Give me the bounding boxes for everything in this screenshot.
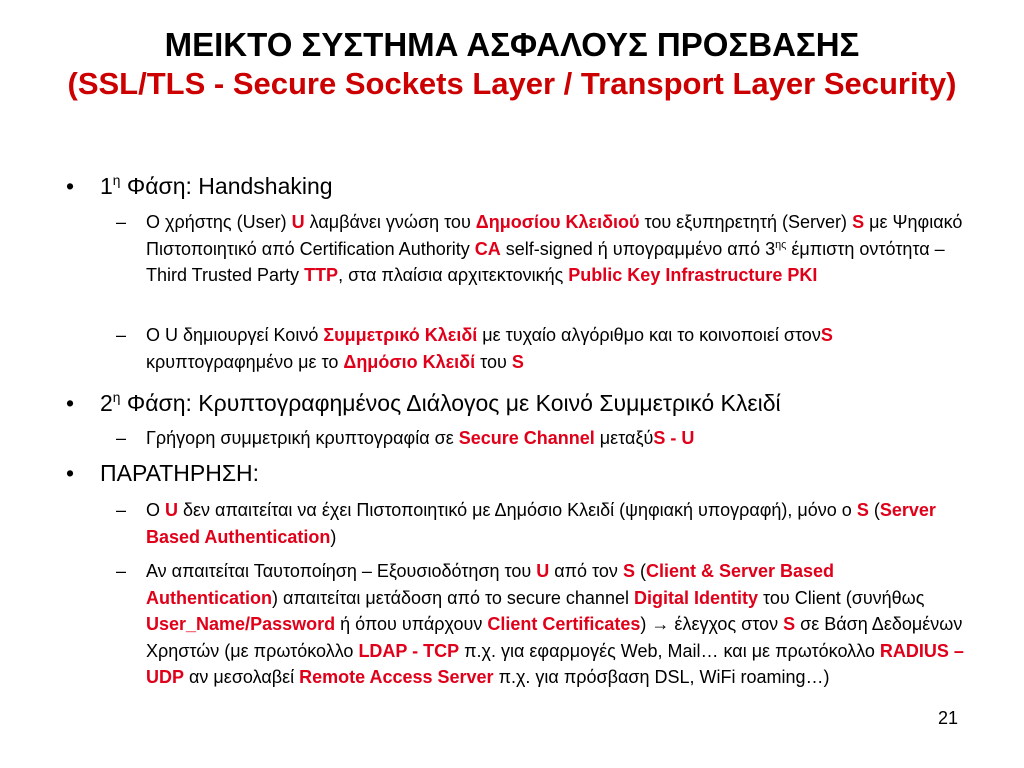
text: Ο [146, 500, 166, 520]
text: Ο U δημιουργεί Κοινό [146, 325, 324, 345]
highlight: Δημόσιο Κλειδί [343, 351, 476, 372]
highlight: S [622, 561, 635, 581]
text: ) [330, 526, 337, 547]
phase-text: Φάση: Handshaking [120, 173, 333, 199]
highlight: U [165, 500, 179, 520]
highlight: Public Key Infrastructure PKI [568, 265, 818, 285]
text: ( [868, 500, 880, 520]
highlight: User_Name/Password [146, 614, 336, 634]
highlight: S - U [653, 428, 695, 448]
slide-title: ΜΕΙΚΤΟ ΣΥΣΤΗΜΑ ΑΣΦΑΛΟΥΣ ΠΡΟΣΒΑΣΗΣ [164, 26, 860, 63]
text: self-signed ή υπογραμμένο από 3 [500, 238, 776, 259]
page-number: 21 [938, 708, 959, 728]
bullet-phase-2 [66, 389, 781, 417]
text: του [475, 351, 512, 372]
highlight: TTP [304, 265, 339, 285]
text: του εξυπηρετητή (Server) [639, 212, 853, 232]
bullet-icon: • [66, 390, 75, 416]
arrow-right-icon: → [651, 614, 670, 634]
ordinal: ης [775, 238, 787, 251]
highlight: CA [474, 238, 501, 259]
slide-subtitle: (SSL/TLS - Secure Sockets Layer / Transport Layer Security) [67, 66, 957, 101]
highlight: Client & Server Based Authentication [146, 561, 835, 608]
bullet-remark [66, 459, 260, 487]
dash-icon: – [116, 561, 127, 581]
highlight: Secure Channel [458, 428, 595, 448]
text: με Ψηφιακό Πιστοποιητικό από Certification Authority [146, 212, 963, 259]
text: π.χ. για εφαρμογές Web, Mail… και με πρωτόκολλο [459, 640, 880, 661]
text: από τον [549, 561, 623, 581]
highlight: U [291, 212, 305, 232]
text: σε Βάση Δεδομένων Χρηστών (με πρωτόκολλο [146, 614, 963, 661]
bullet-icon: • [66, 460, 75, 486]
highlight: LDAP - TCP [358, 640, 460, 661]
highlight: U [536, 561, 550, 581]
highlight: S [783, 614, 796, 634]
text: , στα πλαίσια αρχιτεκτονικής [338, 265, 569, 285]
text: ) [640, 614, 652, 634]
remark-text: ΠΑΡΑΤΗΡΗΣΗ: [100, 460, 260, 486]
dash-icon: – [116, 212, 127, 232]
text: π.χ. για πρόσβαση DSL, WiFi roaming…) [493, 667, 830, 687]
phase-number: 1 [100, 173, 113, 199]
text: Γρήγορη συμμετρική κρυπτογραφία σε [146, 428, 459, 448]
phase-text: Φάση: Κρυπτογραφημένος Διάλογος με Κοινό Συμμετρικό Κλειδί [120, 390, 781, 416]
highlight: Client Certificates [487, 614, 641, 634]
highlight: Digital Identity [633, 587, 758, 608]
bullet-phase-1 [66, 172, 333, 200]
text: ) απαιτείται μετάδοση από το secure channel [272, 587, 634, 608]
highlight: Δημοσίου Κλειδιού [475, 212, 640, 232]
subbullet-client-auth [116, 558, 966, 691]
text: ( [634, 561, 646, 581]
text: μεταξύ [594, 428, 654, 448]
slide-header [0, 26, 1024, 104]
phase-ordinal: η [112, 390, 121, 406]
dash-icon: – [116, 500, 127, 520]
subbullet-server-auth [116, 497, 966, 550]
text: Ο χρήστης (User) [146, 212, 292, 232]
highlight: Remote Access Server [299, 667, 494, 687]
phase-ordinal: η [112, 173, 121, 189]
text: έμπιστη οντότητα – Third Trusted Party [146, 238, 945, 285]
bullet-icon: • [66, 173, 75, 199]
text: Αν απαιτείται Ταυτοποίηση – Εξουσιοδότηση του [146, 561, 537, 581]
highlight: S [856, 500, 869, 520]
subbullet-symmetric-key [116, 322, 966, 375]
text: λαμβάνει γνώση του [304, 212, 476, 232]
text: ή όπου υπάρχουν [335, 614, 488, 634]
highlight: Συμμετρικό Κλειδί [323, 325, 478, 345]
phase-number: 2 [100, 390, 113, 416]
text: κρυπτογραφημένο με το [146, 351, 344, 372]
subbullet-public-key [116, 209, 966, 289]
subbullet-secure-channel [116, 425, 966, 452]
highlight: Server Based Authentication [146, 500, 936, 547]
text: αν μεσολαβεί [184, 667, 300, 687]
highlight: S [852, 212, 865, 232]
dash-icon: – [116, 428, 127, 448]
highlight: RADIUS – UDP [146, 640, 964, 687]
text: δεν απαιτείται να έχει Πιστοποιητικό με Δημόσιο Κλειδί (ψηφιακή υπογραφή), μόνο ο [178, 500, 857, 520]
text: έλεγχος στον [669, 614, 784, 634]
highlight: S [820, 325, 833, 345]
text: του Client (συνήθως [757, 587, 925, 608]
dash-icon: – [116, 325, 127, 345]
text: με τυχαίο αλγόριθμο και το κοινοποιεί στον [477, 325, 821, 345]
highlight: S [511, 351, 524, 372]
